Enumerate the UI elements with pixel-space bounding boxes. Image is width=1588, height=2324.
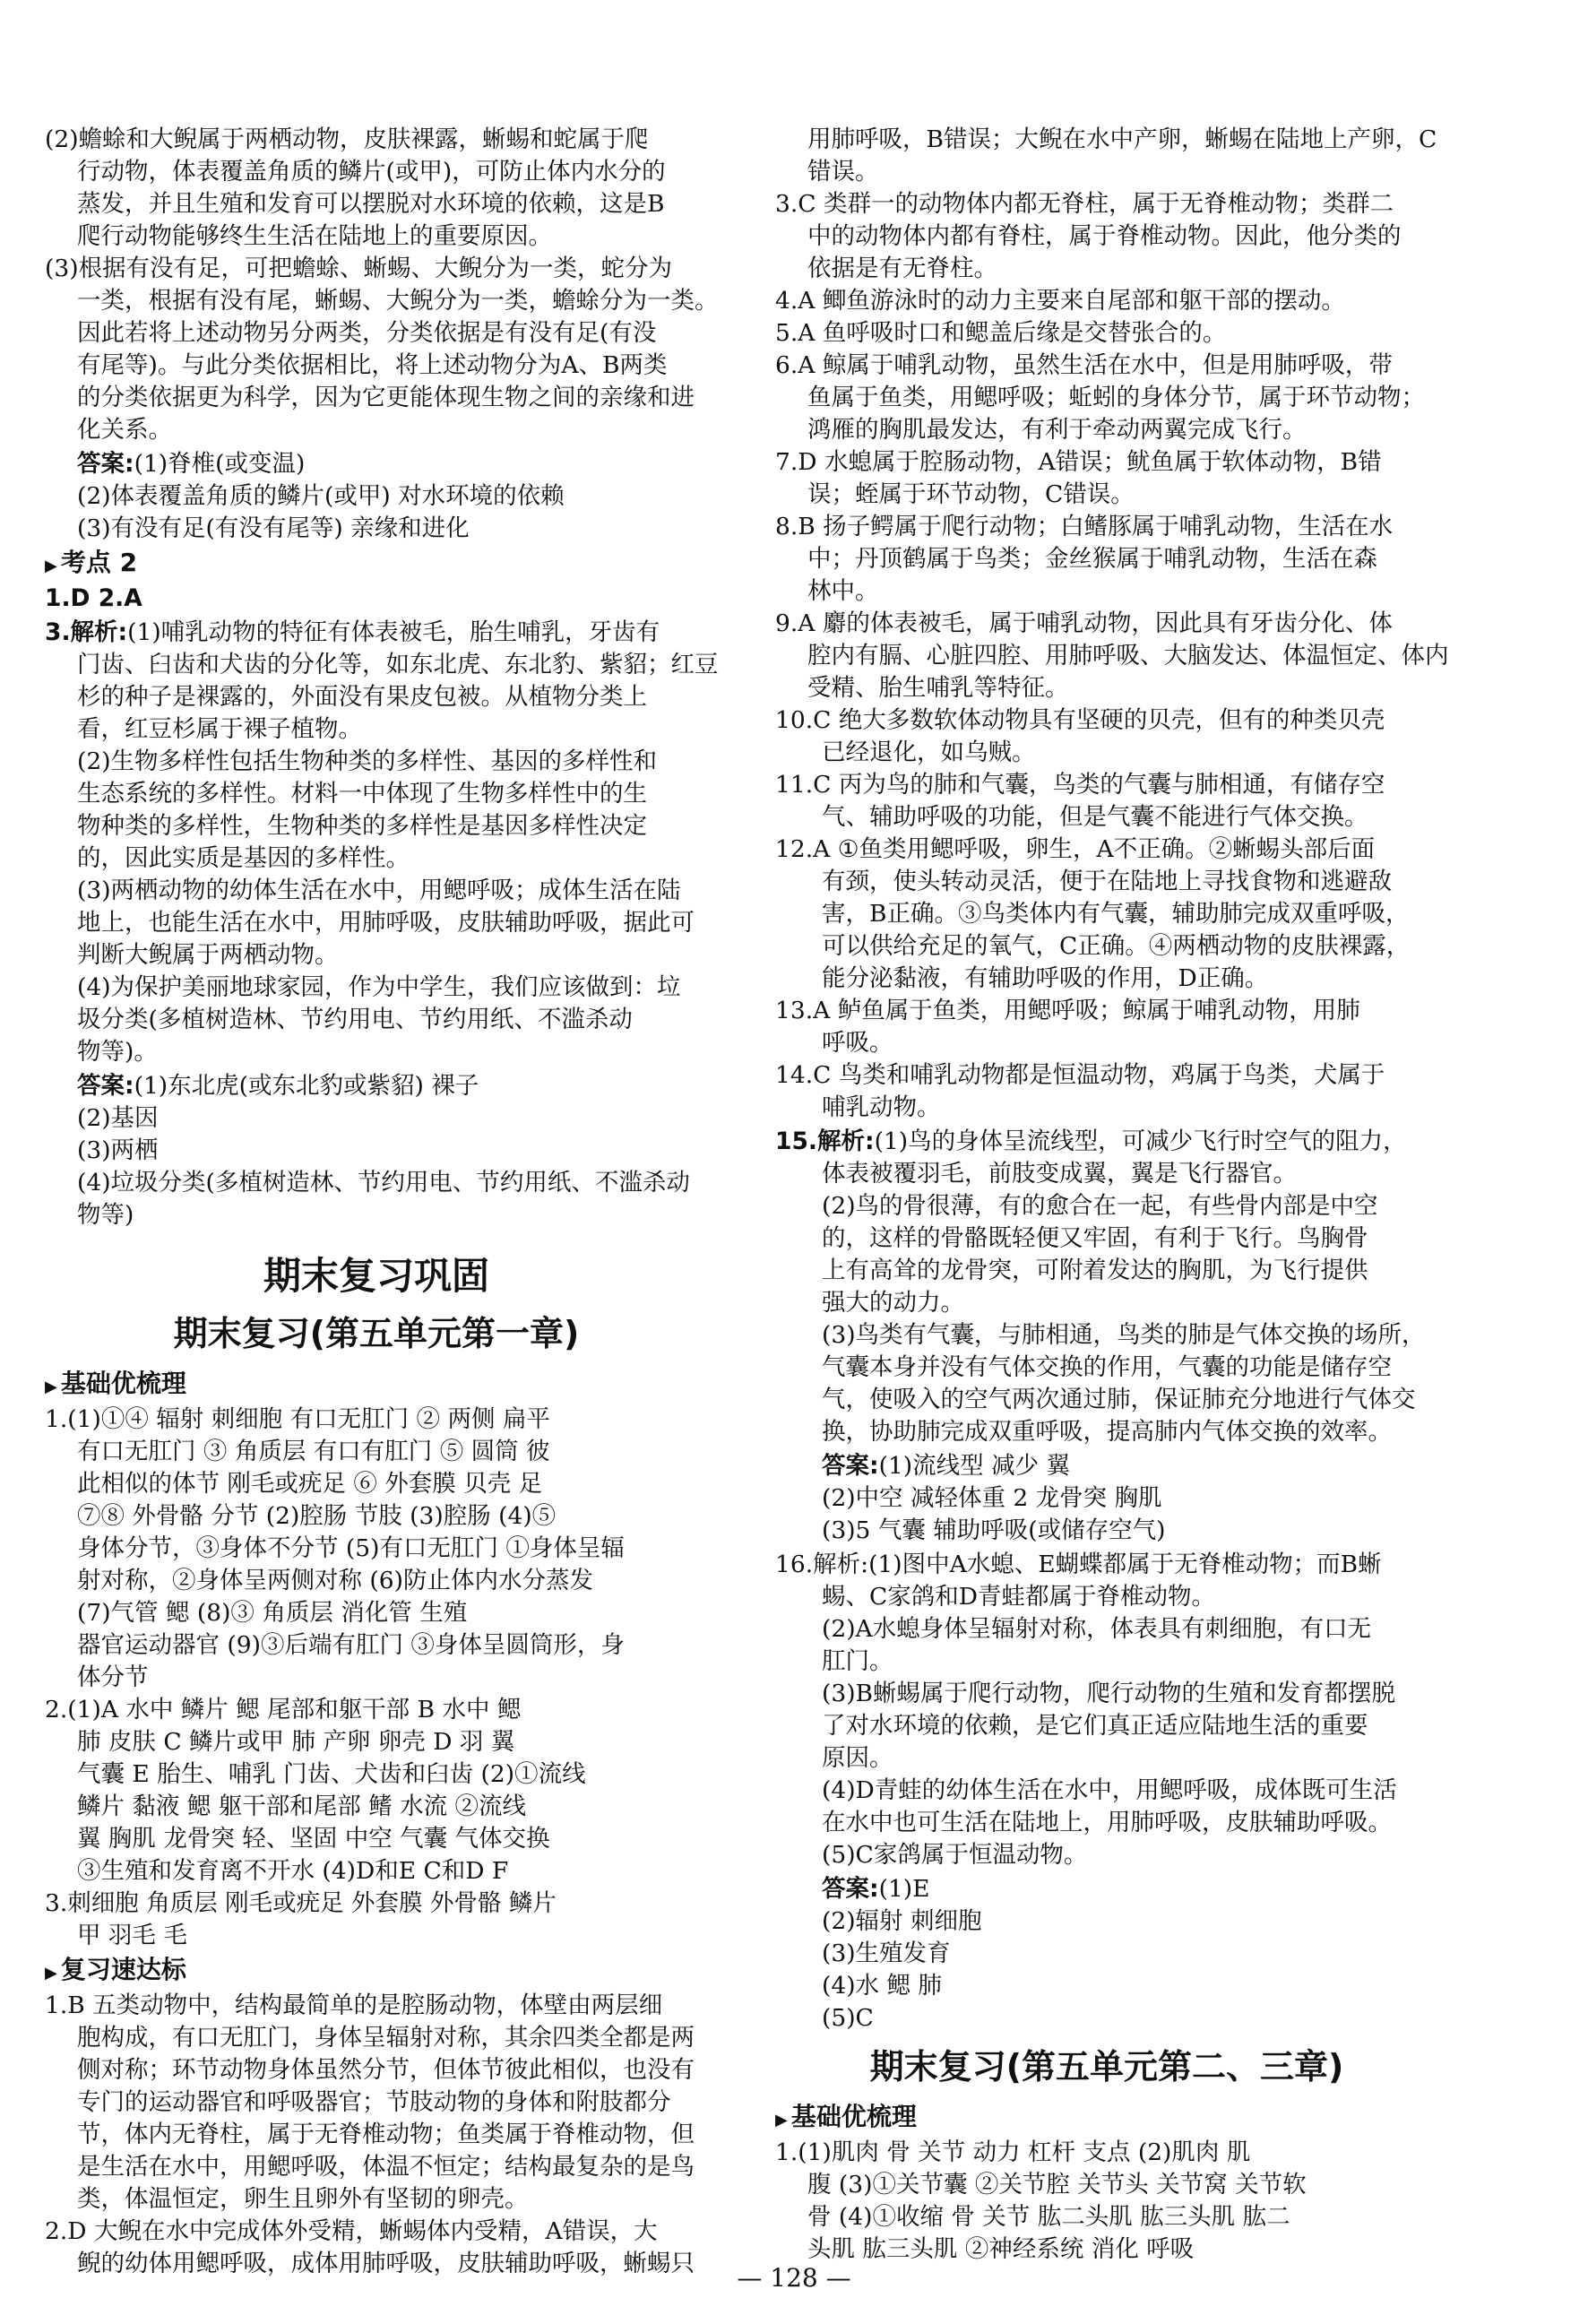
kaodian-heading: ▶ 考点 2 — [45, 548, 138, 577]
answer-block-1 — [45, 448, 708, 545]
text-line: 12.A ①鱼类用鳃呼吸，卵生，A不正确。②蜥蜴头部后面 — [775, 835, 1376, 863]
text-line: 行动物，体表覆盖角质的鳞片(或甲)，可防止体内水分的 — [77, 158, 666, 186]
jichu-list-2 — [775, 2137, 1438, 2266]
text-line: (4)垃圾分类(多植树造林、节约用电、节约用纸、不滥杀动 — [77, 1169, 690, 1197]
text-line: 16.解析:(1)图中A水螅、E蝴蝶都属于无脊椎动物；而B蜥 — [775, 1551, 1382, 1578]
text-line: 气囊本身并没有气体交换的作用，气囊的功能是储存空 — [822, 1353, 1392, 1381]
text-line: (7)气管 鳃 (8)③ 角质层 消化管 生殖 — [77, 1599, 468, 1627]
text-line: 腹 (3)①关节囊 ②关节腔 关节头 关节窝 关节软 — [807, 2171, 1307, 2199]
text-line: 有口无肛门 ③ 角质层 有口有肛门 ⑤ 圆筒 彼 — [77, 1438, 550, 1465]
text-line: (2)鸟的骨很薄，有的愈合在一起，有些骨内部是中空 — [822, 1192, 1378, 1220]
right-column — [775, 124, 1449, 2266]
text-line: 化关系。 — [77, 416, 172, 444]
text-line: 鲵的幼体用鳃呼吸，成体用肺呼吸，皮肤辅助呼吸，蜥蜴只 — [77, 2250, 695, 2277]
text-line: 物等) — [77, 1201, 134, 1229]
text-line: (2)蟾蜍和大鲵属于两栖动物，皮肤裸露，蜥蜴和蛇属于爬 — [45, 125, 649, 153]
text-line: 在水中也可生活在陆地上，用肺呼吸，皮肤辅助呼吸。 — [822, 1809, 1392, 1836]
text-line: 13.A 鲈鱼属于鱼类，用鳃呼吸；鲸属于哺乳动物，用肺 — [775, 997, 1360, 1024]
triangle-icon: ▶ — [45, 557, 57, 575]
analysis-label: 解析: — [816, 1127, 875, 1155]
text-line: 一类，根据有没有尾，蜥蜴、大鲵分为一类，蟾蜍分为一类。 — [77, 287, 719, 315]
text-line: 身体分节，③身体不分节 (5)有口无肛门 ①身体呈辐 — [77, 1534, 625, 1562]
text-line: (5)C — [822, 2004, 874, 2032]
text-line: 8.B 扬子鳄属于爬行动物；白鳍豚属于哺乳动物，生活在水 — [775, 513, 1394, 540]
text-line: 3.刺细胞 角质层 刚毛或疣足 外套膜 外骨骼 鳞片 — [45, 1889, 557, 1917]
answers-q1-q2: 1.D 2.A — [45, 584, 142, 612]
text-line: 类，体温恒定，卵生且卵外有坚韧的卵壳。 — [77, 2185, 529, 2213]
text-line: 杉的种子是裸露的，外面没有果皮包被。从植物分类上 — [77, 683, 647, 711]
text-line: (1)脊椎(或变温) — [134, 450, 306, 478]
text-line: 体表被覆羽毛，前肢变成翼，翼是飞行器官。 — [822, 1160, 1297, 1188]
text-line: 鸿雁的胸肌最发达，有利于牵动两翼完成飞行。 — [807, 416, 1307, 444]
text-line: 物等)。 — [77, 1038, 158, 1066]
text-line: 专门的运动器官和呼吸器官；节肢动物的身体和附肢都分 — [77, 2088, 671, 2116]
text-line: 7.D 水螅属于腔肠动物，A错误；鱿鱼属于软体动物，B错 — [775, 448, 1382, 476]
text-line: 已经退化，如乌贼。 — [822, 739, 1036, 766]
text-line: 9.A 麝的体表被毛，属于哺乳动物，因此具有牙齿分化、体 — [775, 609, 1393, 637]
text-line: 的，这样的骨骼既轻便又牢固，有利于飞行。鸟胸骨 — [822, 1224, 1368, 1252]
text-line: (3)根据有没有足，可把蟾蜍、蜥蜴、大鲵分为一类，蛇分为 — [45, 255, 673, 282]
text-line: 1.(1)肌肉 骨 关节 动力 杠杆 支点 (2)肌肉 肌 — [775, 2138, 1251, 2166]
text-line: (3)5 气囊 辅助呼吸(或储存空气) — [822, 1516, 1166, 1544]
text-line: 胞构成，有口无肛门，身体呈辐射对称，其余四类全都是两 — [77, 2024, 695, 2052]
text-line: 生态系统的多样性。材料一中体现了生物多样性中的生 — [77, 780, 647, 808]
text-line: 甲 羽毛 毛 — [77, 1922, 187, 1949]
left-top-text — [45, 124, 719, 446]
text-line: 强大的动力。 — [822, 1289, 964, 1317]
text-line: 鳞片 黏液 鳃 躯干部和尾部 鳍 水流 ②流线 — [77, 1793, 527, 1820]
text-line: (3)鸟类有气囊，与肺相通，鸟类的肺是气体交换的场所， — [822, 1321, 1426, 1349]
text-line: 3.C 类群一的动物体内都无脊柱，属于无脊椎动物；类群二 — [775, 190, 1394, 218]
text-line: 气，使吸入的空气两次通过肺，保证肺充分地进行气体交 — [822, 1386, 1416, 1413]
answer-block-16: 答案:(1)E (2)辐射 刺细胞 (3)生殖发育 (4)水 鳃 肺 (5)C — [775, 1873, 1438, 2035]
answer-block-2: 答案:(1)东北虎(或东北豹或紫貂) 裸子 (2)基因 (3)两栖 (4)垃圾分类(多植树造林、节约用电、节约用纸、不滥杀动 物等) — [45, 1070, 708, 1231]
text-line: 害，B正确。③鸟类体内有气囊，辅助肺完成双重呼吸， — [822, 900, 1410, 928]
answer-block-15: 答案:(1)流线型 减少 翼 (2)中空 减轻体重 2 龙骨突 胸肌 (3)5 气囊 辅助呼吸(或储存空气) — [775, 1450, 1438, 1547]
text-line: 误；蛭属于环节动物，C错误。 — [807, 480, 1135, 508]
text-line: 体分节 — [77, 1663, 149, 1691]
chapter-title: 期末复习(第五单元第一章) — [173, 1314, 580, 1353]
answer-label: 答案: — [77, 450, 134, 478]
text-line: 射对称，②身体呈两侧对称 (6)防止体内水分蒸发 — [77, 1567, 593, 1594]
q15-analysis: 15.解析:(1)鸟的身体呈流线型，可减少飞行时空气的阻力， 体表被覆羽毛，前肢变成翼，翼是飞行器官。 (2)鸟的骨很薄，有的愈合在一起，有些骨内部是中空 的，这样的骨骼既轻便又牢固，有利于飞行。鸟胸骨 上有高耸的龙骨突，可附着发达的胸肌，为飞行提供 强大的动力。 (3)鸟类有气囊，与肺相通，鸟类的肺是气体交换的场所， 气囊本身并没有气体交换的作用，气囊的功能是储存空 气，使吸入的空气两次通过肺，保证肺充分地进行气体交 换，协助肺完成双重呼吸，提高肺内气体交换的效率。 — [775, 1126, 1438, 1448]
text-line: (3)两栖动物的幼体生活在水中，用鳃呼吸；成体生活在陆 — [77, 877, 681, 904]
text-line: 气、辅助呼吸的功能，但是气囊不能进行气体交换。 — [822, 803, 1368, 831]
text-line: 圾分类(多植树造林、节约用电、节约用纸、不滥杀动 — [77, 1006, 633, 1033]
text-line: 肛门。 — [822, 1647, 893, 1675]
text-line: (3)生殖发育 — [822, 1940, 951, 1967]
text-line: 中的动物体内都有脊柱，属于脊椎动物。因此，他分类的 — [807, 222, 1402, 250]
text-line: 11.C 丙为鸟的肺和气囊，鸟类的气囊与肺相通，有储存空 — [775, 771, 1385, 799]
text-line: 用肺呼吸，B错误；大鲵在水中产卵，蜥蜴在陆地上产卵，C — [807, 125, 1437, 153]
text-line: 了对水环境的依赖，是它们真正适应陆地生活的重要 — [822, 1712, 1368, 1740]
left-column — [45, 124, 719, 2280]
text-line: 因此若将上述动物另分两类，分类依据是有没有足(有没 — [77, 319, 657, 347]
text-line: 6.A 鲸属于哺乳动物，虽然生活在水中，但是用肺呼吸，带 — [775, 351, 1393, 379]
text-line: 气囊 E 胎生、哺乳 门齿、犬齿和臼齿 (2)①流线 — [77, 1760, 586, 1788]
text-line: 地上，也能生活在水中，用肺呼吸，皮肤辅助呼吸，据此可 — [77, 909, 695, 937]
fuxi-heading: ▶ 复习速达标 — [45, 1955, 186, 1984]
text-line: 的，因此实质是基因的多样性。 — [77, 844, 410, 872]
text-line: 判断大鲵属于两栖动物。 — [77, 941, 339, 969]
text-line: 侧对称；环节动物身体虽然分节，但体节彼此相似，也没有 — [77, 2056, 695, 2084]
text-line: 有尾等)。与此分类依据相比，将上述动物分为A、B两类 — [77, 351, 668, 379]
text-line: 1.(1)①④ 辐射 刺细胞 有口无肛门 ② 两侧 扁平 — [45, 1405, 550, 1433]
text-line: 1.B 五类动物中，结构最简单的是腔肠动物，体壁由两层细 — [45, 1991, 663, 2019]
text-line: 依据是有无脊柱。 — [807, 255, 997, 282]
section-big-title: 期末复习巩固 — [263, 1254, 489, 1298]
text-line: 器官运动器官 (9)③后端有肛门 ③身体呈圆筒形，身 — [77, 1631, 625, 1659]
text-line: 受精、胎生哺乳等特征。 — [807, 674, 1069, 702]
text-line: 头肌 肱三头肌 ②神经系统 消化 呼吸 — [807, 2235, 1195, 2263]
text-line: 中；丹顶鹤属于鸟类；金丝猴属于哺乳动物，生活在森 — [807, 545, 1377, 573]
text-line: 换，协助肺完成双重呼吸，提高肺内气体交换的效率。 — [822, 1418, 1392, 1446]
text-line: 有颈，使头转动灵活，便于在陆地上寻找食物和逃避敌 — [822, 868, 1392, 895]
page-number: — 128 — — [737, 2263, 851, 2293]
text-line: 哺乳动物。 — [822, 1093, 941, 1121]
answer-label: 答案: — [822, 1452, 879, 1480]
text-line: ③生殖和发育离不开水 (4)D和E C和D F — [77, 1857, 509, 1885]
answer-label: 答案: — [822, 1875, 879, 1903]
text-line: 蜴、C家鸽和D青蛙都属于脊椎动物。 — [822, 1583, 1216, 1611]
jichu-heading: ▶ 基础优梳理 — [45, 1369, 186, 1398]
text-line: 5.A 鱼呼吸时口和鳃盖后缘是交替张合的。 — [775, 319, 1227, 347]
text-line: (4)D青蛙的幼体生活在水中，用鳃呼吸，成体既可生活 — [822, 1776, 1397, 1804]
text-line: 肺 皮肤 C 鳞片或甲 肺 产卵 卵壳 D 羽 翼 — [77, 1728, 515, 1756]
text-line: 错误。 — [807, 158, 879, 186]
text-line: 4.A 鲫鱼游泳时的动力主要来自尾部和躯干部的摆动。 — [775, 287, 1345, 315]
text-line: 2.D 大鲵在水中完成体外受精，蜥蜴体内受精，A错误，大 — [45, 2217, 658, 2245]
answer-label: 答案: — [77, 1072, 134, 1100]
text-line: (4)为保护美丽地球家园，作为中学生，我们应该做到：垃 — [77, 973, 681, 1001]
text-line: 节，体内无脊柱，属于无脊椎动物；鱼类属于脊椎动物，但 — [77, 2121, 695, 2148]
chapter-title-2: 期末复习(第五单元第二、三章) — [869, 2047, 1344, 2086]
text-line: (2)中空 减轻体重 2 龙骨突 胸肌 — [822, 1484, 1162, 1512]
text-line: (2)辐射 刺细胞 — [822, 1907, 982, 1935]
text-line: (2)体表覆盖角质的鳞片(或甲) 对水环境的依赖 — [77, 482, 565, 510]
analysis-label: 解析: — [70, 618, 128, 646]
fuxi-list — [45, 1990, 708, 2280]
text-line: 鱼属于鱼类，用鳃呼吸；蚯蚓的身体分节，属于环节动物； — [807, 384, 1425, 411]
q3-analysis: 3.解析:(1)哺乳动物的特征有体表被毛，胎生哺乳，牙齿有 门齿、臼齿和犬齿的分化等，如东北虎、东北豹、紫貂；红豆 杉的种子是裸露的，外面没有果皮包被。从植物分类上 看，红豆杉属于裸子植物。 (2)生物多样性包括生物种类的多样性、基因的多样性和 生态系统的多样性。材料一中体现了生物多样性中的生 物种类的多样性，生物种类的多样性是基因多样性决定 的，因此实质是基因的多样性。 (3)两栖动物的幼体生活在水中，用鳃呼吸；成体生活在陆 地上，也能生活在水中，用肺呼吸，皮肤辅助呼吸，据此可 判断大鲵属于两栖动物。 (4)为保护美丽地球家园，作为中学生，我们应该做到：垃 圾分类(多植树造林、节约用电、节约用纸、不滥杀动 物等)。 — [45, 617, 708, 1068]
text-line: (4)水 鳃 肺 — [822, 1972, 942, 2000]
text-line: (3)两栖 — [77, 1136, 159, 1164]
text-line: 原因。 — [822, 1744, 893, 1772]
right-top-text — [775, 124, 1449, 1124]
text-line: (3)B蜥蜴属于爬行动物，爬行动物的生殖和发育都摆脱 — [822, 1680, 1396, 1707]
text-line: 是生活在水中，用鳃呼吸，体温不恒定；结构最复杂的是鸟 — [77, 2153, 695, 2181]
text-line: 上有高耸的龙骨突，可附着发达的胸肌，为飞行提供 — [822, 1257, 1368, 1284]
text-line: (2)基因 — [77, 1104, 159, 1132]
text-line: 看，红豆杉属于裸子植物。 — [77, 715, 362, 743]
text-line: 此相似的体节 刚毛或疣足 ⑥ 外套膜 贝壳 足 — [77, 1470, 543, 1498]
text-line: 腔内有膈、心脏四腔、用肺呼吸、大脑发达、体温恒定、体内 — [807, 642, 1449, 670]
text-line: 的分类依据更为科学，因为它更能体现生物之间的亲缘和进 — [77, 384, 695, 411]
triangle-icon: ▶ — [45, 1964, 57, 1983]
jichu-list — [45, 1404, 708, 1952]
q16-analysis — [775, 1549, 1438, 1871]
text-line: 10.C 绝大多数软体动物具有坚硬的贝壳，但有的种类贝壳 — [775, 706, 1385, 734]
text-line: 翼 胸肌 龙骨突 轻、坚固 中空 气囊 气体交换 — [77, 1825, 550, 1853]
text-line: 2.(1)A 水中 鳞片 鳃 尾部和躯干部 B 水中 鳃 — [45, 1696, 522, 1724]
text-line: (2)A水螅身体呈辐射对称，体表具有刺细胞，有口无 — [822, 1615, 1372, 1643]
text-line: 林中。 — [807, 577, 879, 605]
text-line: 物种类的多样性，生物种类的多样性是基因多样性决定 — [77, 812, 647, 840]
text-line: (3)有没有足(有没有尾等) 亲缘和进化 — [77, 514, 470, 542]
text-line: 呼吸。 — [822, 1029, 893, 1057]
triangle-icon: ▶ — [775, 2111, 788, 2130]
text-line: 蒸发，并且生殖和发育可以摆脱对水环境的依赖，这是B — [77, 190, 665, 218]
text-line: 能分泌黏液，有辅助呼吸的作用，D正确。 — [822, 964, 1269, 992]
text-line: ⑦⑧ 外骨骼 分节 (2)腔肠 节肢 (3)腔肠 (4)⑤ — [77, 1502, 557, 1530]
text-line: 爬行动物能够终生生活在陆地上的重要原因。 — [77, 222, 552, 250]
text-line: 14.C 鸟类和哺乳动物都是恒温动物，鸡属于鸟类，犬属于 — [775, 1061, 1385, 1089]
text-line: (5)C家鸽属于恒温动物。 — [822, 1841, 1088, 1869]
triangle-icon: ▶ — [45, 1378, 57, 1396]
text-line: 门齿、臼齿和犬齿的分化等，如东北虎、东北豹、紫貂；红豆 — [77, 651, 719, 678]
text-line: 可以供给充足的氧气，C正确。④两栖动物的皮肤裸露， — [822, 932, 1411, 960]
text-line: 骨 (4)①收缩 骨 关节 肱二头肌 肱三头肌 肱二 — [807, 2203, 1290, 2231]
text-line: (2)生物多样性包括生物种类的多样性、基因的多样性和 — [77, 747, 658, 775]
jichu-heading-2: ▶ 基础优梳理 — [775, 2102, 917, 2131]
